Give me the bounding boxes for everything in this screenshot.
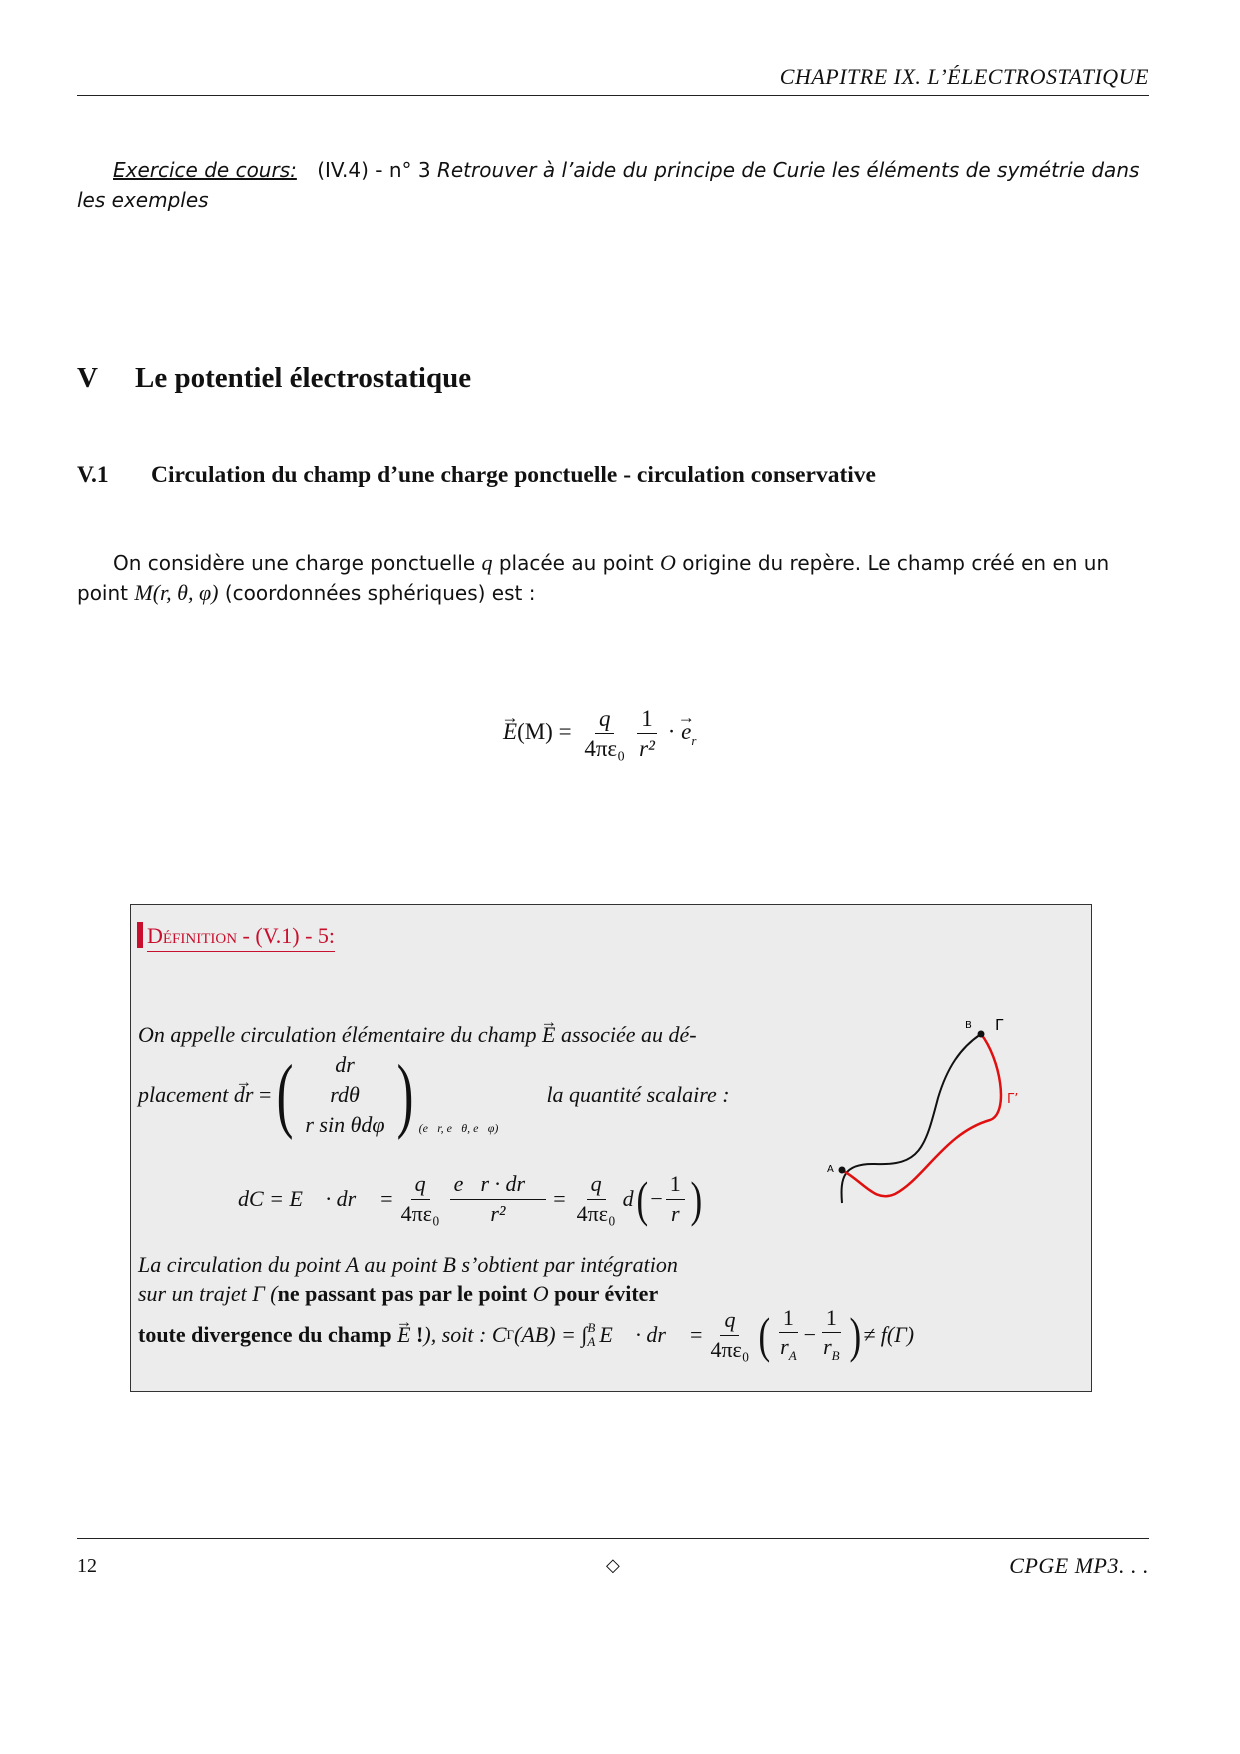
eq1-den1: 4πε₀: [584, 736, 626, 762]
label-gamma: Γ: [995, 1018, 1004, 1034]
l5-minus: −: [803, 1322, 817, 1347]
subsection-heading: [77, 462, 876, 489]
def-line1a: On appelle circulation élémentaire du champ: [138, 1022, 537, 1047]
def-eq-sign: =: [258, 1082, 272, 1107]
eq1-num2: 1: [637, 706, 657, 734]
path-figure: [815, 1018, 1035, 1208]
field-equation: [503, 706, 696, 762]
subsection-title: Circulation du champ d’une charge ponctuelle - circulation conservative: [151, 462, 876, 488]
l5-end: ≠ f(Γ): [863, 1322, 915, 1347]
definition-title: [137, 922, 335, 949]
def-eq-dC: dC = E⃗ · dr⃗ = $\frac{q}{\text{4πε₀}}$ $\frac{e⃗r \cdot dr⃗}{\text{r²}}$ = $\frac{q}{\text{4πε₀}}$ d ( − $\frac{1}{r}$ ): [238, 1171, 702, 1227]
def-line5c: ), soit : C: [423, 1322, 507, 1347]
exercise-block: [77, 155, 1149, 215]
l5-one-a: 1: [779, 1306, 798, 1333]
eq1-er-sub: r: [691, 733, 697, 749]
l5-q: q: [720, 1308, 739, 1335]
def-line5-sub: Γ: [506, 1327, 515, 1342]
intro-text-4: (coordonnées sphériques) est :: [224, 581, 536, 605]
path-gamma-prime: [842, 1034, 1001, 1196]
definition-title-rest: - (V.1) - 5:: [237, 923, 336, 948]
intro-text-3: origine du repère. Le champ créé en en un point: [77, 551, 1110, 605]
def-line-2: [138, 1050, 730, 1140]
l5-rA: r: [780, 1334, 789, 1360]
def-line-4: [138, 1281, 658, 1307]
def-eq-er-dr: e⃗r · dr⃗: [450, 1172, 547, 1199]
eq1-er: → e: [681, 719, 691, 745]
section-heading: [77, 362, 471, 395]
def-line5-E: → E: [397, 1322, 410, 1348]
definition-title-sc: Définition: [147, 923, 238, 948]
intro-paragraph: [77, 548, 1149, 608]
eq1-E: → E: [503, 719, 517, 745]
intro-O: O: [659, 550, 676, 575]
footer-rule: [77, 1538, 1149, 1539]
def-eq-r: r: [670, 1200, 680, 1226]
matrix-row-3: r sin θdφ: [305, 1112, 385, 1137]
eq1-dot: ·: [667, 719, 676, 745]
label-B: B: [965, 1020, 972, 1031]
def-eq-den: 4πε₀: [400, 1200, 440, 1226]
exercise-label: Exercice de cours:: [113, 158, 297, 182]
matrix-row-1: dr: [335, 1052, 355, 1077]
header-rule: [77, 95, 1149, 96]
def-eq-d: d: [622, 1186, 634, 1211]
subsection-number: V.1: [77, 462, 109, 488]
def-eq-q: q: [411, 1172, 430, 1199]
section-title: Le potentiel électrostatique: [135, 362, 472, 394]
def-line4a: sur un trajet Γ (: [138, 1281, 278, 1306]
def-line5d: (AB) = ∫: [514, 1322, 588, 1347]
eq1-den2: r²: [639, 736, 655, 762]
def-line2b: la quantité scalaire :: [546, 1082, 730, 1107]
l5-one-b: 1: [822, 1306, 841, 1333]
def-line-5: toute divergence du champ → E ! ), soit : C Γ (AB) = ∫ B A E⃗ · dr⃗ = $\frac{q}{\text{4πε₀}}$ ( $\frac{1}{r_A}$ − $\frac{1}{r_B}$ ) ≠ f(Γ): [138, 1306, 914, 1364]
intro-q: q: [481, 550, 493, 575]
intro-text-1: On considère une charge ponctuelle: [113, 551, 476, 575]
def-eq-one: 1: [666, 1172, 685, 1199]
eq1-arg: (M) =: [517, 719, 572, 745]
def-eq-q2: q: [587, 1172, 606, 1199]
def-line5b: !: [416, 1322, 424, 1347]
intro-text-2: placée au point: [498, 551, 654, 575]
def-eq-equals: =: [553, 1186, 566, 1211]
footer-course: CPGE MP3. . .: [1009, 1553, 1149, 1578]
def-eq-dC-lhs: dC = E⃗ · dr⃗ =: [238, 1186, 394, 1211]
def-line-3: La circulation du point A au point B s’obtient par intégration: [138, 1252, 678, 1277]
point-B: [978, 1031, 985, 1038]
path-gamma: [842, 1034, 981, 1203]
def-eq-minus: −: [650, 1186, 663, 1211]
def-line1b: associée au dé-: [561, 1022, 697, 1047]
matrix-row-2: rdθ: [330, 1082, 360, 1107]
def-line5a: toute divergence du champ: [138, 1322, 392, 1347]
int-upper: B: [587, 1320, 596, 1335]
l5-rB: r: [823, 1334, 832, 1360]
displacement-matrix: ( dr rdθ r sin θdφ ): [276, 1048, 413, 1141]
def-vec-E: → E: [542, 1022, 555, 1048]
definition-marker: [137, 922, 143, 948]
def-line2a: placement: [138, 1082, 229, 1107]
def-line5e: E⃗ · dr⃗ =: [599, 1322, 704, 1347]
def-vec-dr: → dr: [234, 1082, 254, 1108]
point-A: [839, 1167, 846, 1174]
intro-M: M(r, θ, φ): [134, 580, 219, 605]
label-A: A: [827, 1164, 834, 1175]
running-header: CHAPITRE IX. L’ÉLECTROSTATIQUE: [779, 64, 1149, 89]
l5-A: A: [788, 1348, 797, 1364]
def-line-1: [138, 1022, 697, 1048]
int-lower: A: [587, 1334, 596, 1349]
section-number: V: [77, 362, 98, 394]
label-gamma-prime: Γ’: [1007, 1092, 1019, 1107]
l5-den: 4πε₀: [710, 1336, 750, 1362]
l5-B: B: [831, 1348, 840, 1364]
matrix-basis: (e⃗r, e⃗θ, e⃗φ): [418, 1121, 499, 1135]
def-eq-r2: r²: [490, 1200, 506, 1226]
def-eq-den2: 4πε₀: [576, 1200, 616, 1226]
def-line4c: pour éviter: [554, 1281, 659, 1306]
def-line4O: O: [532, 1281, 549, 1306]
exercise-text: Retrouver à l’aide du principe de Curie les éléments de symétrie dans les exemples: [77, 158, 1140, 212]
page-number: 12: [77, 1555, 97, 1577]
def-line4b: ne passant pas par le point: [277, 1281, 528, 1306]
footer-diamond: ◇: [606, 1555, 620, 1576]
eq1-num1: q: [595, 706, 615, 734]
exercise-ref: (IV.4) - n° 3: [317, 158, 431, 182]
